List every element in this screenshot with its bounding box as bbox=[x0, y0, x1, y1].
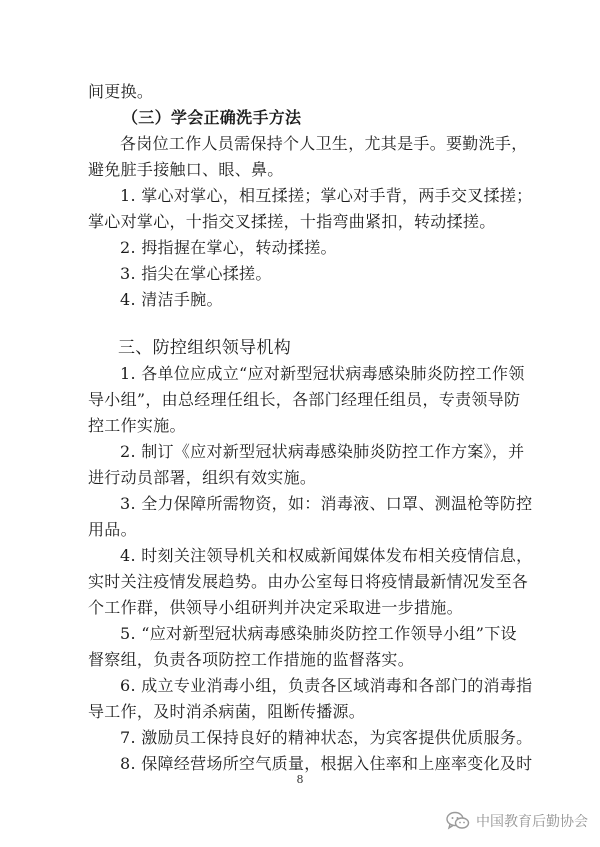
paragraph-line: 避免脏手接触口、眼、鼻。 bbox=[88, 160, 284, 179]
list-item: 2. 制订《应对新型冠状病毒感染肺炎防控工作方案》，并 bbox=[120, 442, 525, 461]
paragraph-line: 导小组”，由总经理任组长，各部门经理任组员，专责领导防 bbox=[88, 390, 521, 409]
paragraph-line: 督察组，负责各项防控工作措施的监督落实。 bbox=[88, 650, 415, 669]
paragraph-line: 导工作，及时消杀病菌，阻断传播源。 bbox=[88, 702, 366, 721]
section-subheading: （三）学会正确洗手方法 bbox=[122, 108, 302, 127]
list-item: 7. 激励员工保持良好的精神状态，为宾客提供优质服务。 bbox=[120, 728, 533, 747]
paragraph-line: 进行动员部署，组织有效实施。 bbox=[88, 468, 317, 487]
paragraph-line: 间更换。 bbox=[88, 82, 154, 101]
paragraph-line: 控工作实施。 bbox=[88, 416, 186, 435]
list-item: 8. 保障经营场所空气质量，根据入住率和上座率变化及时 bbox=[120, 754, 533, 773]
paragraph-line: 用品。 bbox=[88, 520, 137, 539]
list-item: 4. 清洁手腕。 bbox=[120, 290, 223, 309]
paragraph-line: 个工作群，供领导小组研判并决定采取进一步措施。 bbox=[88, 598, 463, 617]
list-item: 5. “应对新型冠状病毒感染肺炎防控工作领导小组”下设 bbox=[120, 624, 517, 643]
watermark-text: 中国教育后勤协会 bbox=[476, 814, 588, 830]
paragraph-line: 掌心对掌心，十指交叉揉搓，十指弯曲紧扣，转动揉搓。 bbox=[88, 212, 496, 231]
section-heading: 三、防控组织领导机构 bbox=[118, 338, 291, 358]
list-item: 3. 全力保障所需物资，如：消毒液、口罩、测温枪等防控 bbox=[120, 494, 533, 513]
list-item: 2. 拇指握在掌心，转动揉搓。 bbox=[120, 238, 337, 257]
page-number: 8 bbox=[296, 773, 304, 786]
wechat-icon bbox=[446, 811, 470, 831]
list-item: 4. 时刻关注领导机关和权威新闻媒体发布相关疫情信息， bbox=[120, 546, 533, 565]
watermark bbox=[446, 808, 588, 834]
paragraph-line: 实时关注疫情发展趋势。由办公室每日将疫情最新情况发至各 bbox=[88, 572, 529, 591]
paragraph-line: 各岗位工作人员需保持个人卫生，尤其是手。要勤洗手， bbox=[120, 134, 528, 153]
list-item: 3. 指尖在掌心揉搓。 bbox=[120, 264, 272, 283]
list-item: 6. 成立专业消毒小组，负责各区域消毒和各部门的消毒指 bbox=[120, 676, 533, 695]
list-item: 1. 掌心对掌心，相互揉搓；掌心对手背，两手交叉揉搓； bbox=[120, 186, 533, 205]
list-item: 1. 各单位应成立“应对新型冠状病毒感染肺炎防控工作领 bbox=[120, 364, 525, 383]
